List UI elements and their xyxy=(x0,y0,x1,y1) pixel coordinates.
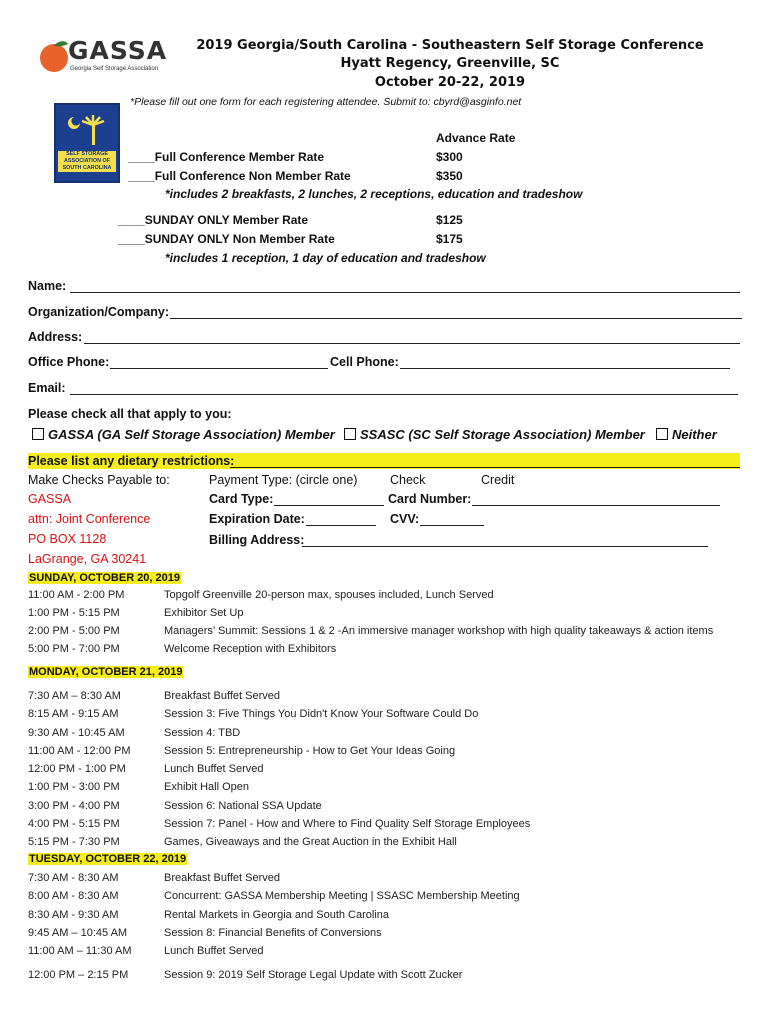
address-field[interactable] xyxy=(84,343,740,344)
billing-label: Billing Address: xyxy=(209,533,305,547)
schedule-time: 9:30 AM - 10:45 AM xyxy=(28,727,125,739)
submission-note: *Please fill out one form for each registering attendee. Submit to: cbyrd@asginfo.net xyxy=(130,96,522,108)
schedule-description: Session 7: Panel - How and Where to Find Quality Self Storage Employees xyxy=(164,818,531,830)
schedule-description: Concurrent: GASSA Membership Meeting | SSASC Membership Meeting xyxy=(164,890,520,902)
schedule-time: 8:30 AM - 9:30 AM xyxy=(28,909,119,921)
schedule-time: 5:15 PM - 7:30 PM xyxy=(28,836,120,848)
schedule-description: Topgolf Greenville 20-person max, spouses included, Lunch Served xyxy=(164,589,494,601)
office-phone-field[interactable] xyxy=(110,368,328,369)
gassa-logo-text: GASSA xyxy=(68,36,168,65)
option-gassa-label: GASSA (GA Self Storage Association) Member xyxy=(48,427,335,442)
schedule-time: 11:00 AM - 12:00 PM xyxy=(28,745,131,757)
ssasc-logo-text: SELF STORAGE ASSOCIATION OF SOUTH CAROLINA xyxy=(58,151,116,172)
option-neither[interactable] xyxy=(656,427,717,442)
schedule-time: 1:00 PM - 3:00 PM xyxy=(28,781,120,793)
schedule-time: 5:00 PM - 7:00 PM xyxy=(28,643,120,655)
schedule-description: Breakfast Buffet Served xyxy=(164,690,280,702)
cvv-label: CVV: xyxy=(390,512,420,526)
schedule-description: Rental Markets in Georgia and South Carolina xyxy=(164,909,390,921)
card-type-field[interactable] xyxy=(274,505,384,506)
address-label: Address: xyxy=(28,330,83,344)
payment-credit[interactable]: Credit xyxy=(481,473,515,487)
schedule-time: 12:00 PM – 2:15 PM xyxy=(28,969,129,981)
cell-phone-label: Cell Phone: xyxy=(330,355,399,369)
payment-check[interactable]: Check xyxy=(390,473,426,487)
dietary-label: Please list any dietary restrictions: xyxy=(28,454,235,468)
advance-rate-label: Advance Rate xyxy=(436,131,516,145)
email-field[interactable] xyxy=(70,394,738,395)
option-gassa[interactable] xyxy=(32,427,335,442)
price-sunday-member: $125 xyxy=(436,213,463,227)
schedule-description: Lunch Buffet Served xyxy=(164,945,264,957)
peach-icon xyxy=(36,38,72,74)
name-label: Name: xyxy=(28,279,67,293)
expiration-label: Expiration Date: xyxy=(209,512,305,526)
rate-full-nonmember[interactable]: ____Full Conference Non Member Rate xyxy=(128,169,351,183)
schedule-time: 8:00 AM - 8:30 AM xyxy=(28,890,119,902)
card-number-field[interactable] xyxy=(472,505,720,506)
schedule-description: Welcome Reception with Exhibitors xyxy=(164,643,337,655)
payable-addr-4: LaGrange, GA 30241 xyxy=(28,552,147,566)
cvv-field[interactable] xyxy=(420,525,484,526)
schedule-description: Session 5: Entrepreneurship - How to Get Your Ideas Going xyxy=(164,745,456,757)
check-prompt: Please check all that apply to you: xyxy=(28,407,232,421)
gassa-logo xyxy=(36,36,168,78)
venue: Hyatt Regency, Greenville, SC xyxy=(340,56,560,71)
payment-type-label: Payment Type: (circle one) xyxy=(209,473,358,487)
name-field[interactable] xyxy=(70,292,740,293)
rate-sunday-member[interactable]: ____SUNDAY ONLY Member Rate xyxy=(118,213,309,227)
schedule-day-heading: MONDAY, OCTOBER 21, 2019 xyxy=(29,666,183,678)
schedule-day-heading: SUNDAY, OCTOBER 20, 2019 xyxy=(29,572,181,584)
sunday-rate-note: *includes 1 reception, 1 day of education and tradeshow xyxy=(165,251,486,265)
schedule-description: Exhibitor Set Up xyxy=(164,607,244,619)
schedule-time: 11:00 AM - 2:00 PM xyxy=(28,589,125,601)
payable-addr-3: PO BOX 1128 xyxy=(28,532,107,546)
org-label: Organization/Company: xyxy=(28,305,169,319)
schedule-description: Games, Giveaways and the Great Auction in the Exhibit Hall xyxy=(164,836,457,848)
cell-phone-field[interactable] xyxy=(400,368,730,369)
payable-to-label: Make Checks Payable to: xyxy=(28,473,170,487)
schedule-description: Session 9: 2019 Self Storage Legal Update with Scott Zucker xyxy=(164,969,463,981)
schedule-time: 7:30 AM – 8:30 AM xyxy=(28,690,121,702)
price-full-nonmember: $350 xyxy=(436,169,463,183)
option-ssasc-label: SSASC (SC Self Storage Association) Member xyxy=(360,427,645,442)
gassa-tagline: Georgia Self Storage Association xyxy=(70,66,159,72)
option-ssasc[interactable] xyxy=(344,427,645,442)
schedule-description: Session 4: TBD xyxy=(164,727,241,739)
gassa-checkbox[interactable] xyxy=(32,428,44,440)
palmetto-icon xyxy=(62,111,112,147)
schedule-description: Session 3: Five Things You Didn't Know Your Software Could Do xyxy=(164,708,479,720)
option-neither-label: Neither xyxy=(672,427,717,442)
expiration-field[interactable] xyxy=(306,525,376,526)
schedule-description: Session 8: Financial Benefits of Conversions xyxy=(164,927,382,939)
rate-full-member[interactable]: ____Full Conference Member Rate xyxy=(128,150,325,164)
schedule-time: 3:00 PM - 4:00 PM xyxy=(28,800,120,812)
price-sunday-nonmember: $175 xyxy=(436,232,463,246)
ssasc-checkbox[interactable] xyxy=(344,428,356,440)
schedule-time: 11:00 AM – 11:30 AM xyxy=(28,945,132,957)
schedule-description: Session 6: National SSA Update xyxy=(164,800,322,812)
payable-addr-2: attn: Joint Conference xyxy=(28,512,151,526)
conference-title: 2019 Georgia/South Carolina - Southeastern Self Storage Conference xyxy=(196,38,704,53)
card-number-label: Card Number: xyxy=(388,492,472,506)
rate-sunday-nonmember[interactable]: ____SUNDAY ONLY Non Member Rate xyxy=(118,232,335,246)
schedule-time: 9:45 AM – 10:45 AM xyxy=(28,927,128,939)
org-field[interactable] xyxy=(170,318,742,319)
schedule-description: Breakfast Buffet Served xyxy=(164,872,280,884)
schedule-description: Managers’ Summit: Sessions 1 & 2 -An immersive manager workshop with high quality takeaways & action items xyxy=(164,625,714,637)
full-rate-note: *includes 2 breakfasts, 2 lunches, 2 receptions, education and tradeshow xyxy=(165,187,583,201)
card-type-label: Card Type: xyxy=(209,492,274,506)
price-full-member: $300 xyxy=(436,150,463,164)
schedule-description: Exhibit Hall Open xyxy=(164,781,249,793)
billing-field[interactable] xyxy=(302,546,708,547)
dates: October 20-22, 2019 xyxy=(374,75,526,90)
ssasc-logo xyxy=(54,103,120,183)
email-label: Email: xyxy=(28,381,66,395)
office-phone-label: Office Phone: xyxy=(28,355,110,369)
schedule-description: Lunch Buffet Served xyxy=(164,763,264,775)
schedule-time: 4:00 PM - 5:15 PM xyxy=(28,818,120,830)
dietary-field[interactable] xyxy=(230,467,740,468)
schedule-time: 12:00 PM - 1:00 PM xyxy=(28,763,126,775)
schedule-time: 1:00 PM - 5:15 PM xyxy=(28,607,120,619)
schedule-time: 8:15 AM - 9:15 AM xyxy=(28,708,119,720)
schedule-time: 2:00 PM - 5:00 PM xyxy=(28,625,120,637)
schedule-time: 7:30 AM - 8:30 AM xyxy=(28,872,119,884)
schedule-day-heading: TUESDAY, OCTOBER 22, 2019 xyxy=(29,853,187,865)
payable-addr-1: GASSA xyxy=(28,492,72,506)
neither-checkbox[interactable] xyxy=(656,428,668,440)
